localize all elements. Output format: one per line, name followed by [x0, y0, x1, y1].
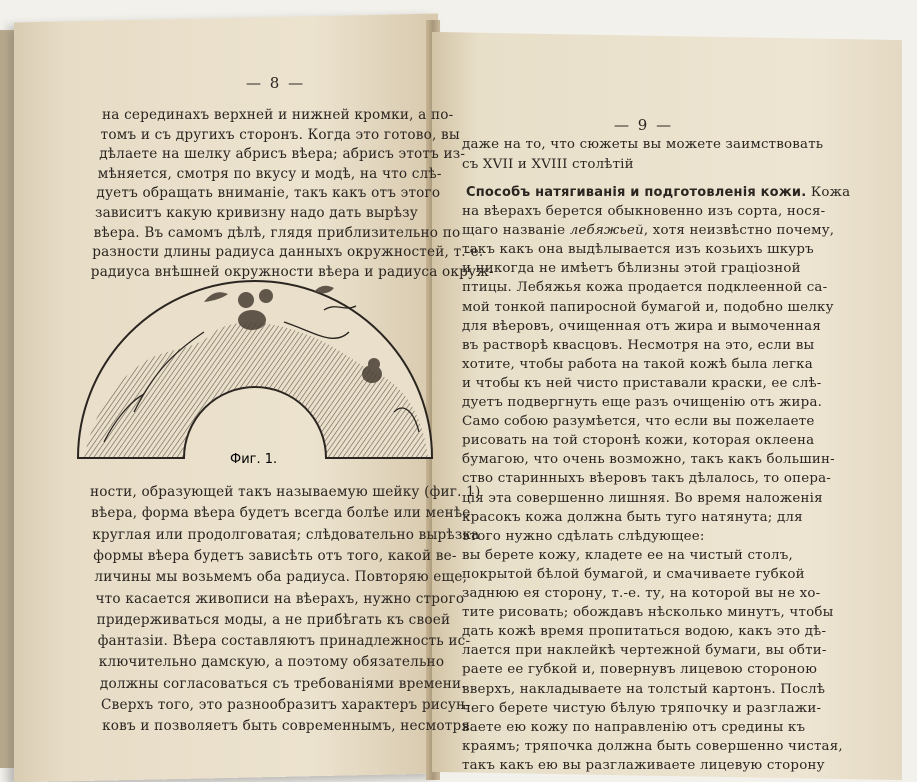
text-line: мѣняется, смотря по вкусу и модѣ, на что слѣ-	[97, 165, 442, 182]
text-line: Само собою разумѣется, что если вы пожелаете	[462, 414, 815, 430]
text-line: ковъ и позволяетъ быть современнымъ, несмотря	[102, 718, 471, 735]
text-line: такъ какъ она выдѣлывается изъ козьихъ шкуръ	[462, 242, 814, 258]
heading-continuation: Кожа	[810, 185, 851, 200]
text-line: дѣлаете на шелку абрисъ вѣера; абрисъ этотъ из-	[99, 146, 466, 163]
text-line: бумагою, что очень возможно, такъ какъ большин-	[462, 452, 835, 468]
text-line: птицы. Лебяжья кожа продается подклеенной са-	[462, 280, 828, 296]
text-line: на вѣерахъ берется обыкновенно изъ сорта, нося-	[462, 204, 826, 219]
text-line: фантазіи. Вѣера составляютъ принадлежность ис-	[97, 633, 471, 650]
text-line: краямъ; тряпочка должна быть совершенно чистая,	[462, 738, 843, 754]
text-line: вверхъ, накладываете на толстый картонъ. Послѣ	[462, 681, 826, 697]
section-heading: Способъ натягиванія и подготовленія кожи.	[466, 185, 807, 200]
text-line: Сверхъ того, это разнообразитъ характеръ рисун-	[101, 697, 471, 713]
figure-caption: Фиг. 1.	[230, 452, 278, 467]
text-line: дать кожѣ время пропитаться водою, какъ это дѣ-	[462, 624, 827, 640]
text-line: формы вѣера будетъ зависѣть отъ того, какой ве-	[93, 547, 457, 564]
text-line: мой тонкой папиросной бумагой и, подобно шелку	[462, 299, 834, 315]
text-line: этого нужно сдѣлать слѣдующее:	[462, 528, 705, 544]
text-line: для вѣеровъ, очищенная отъ жира и вымоченная	[462, 318, 821, 334]
section-heading-line	[466, 185, 850, 200]
text-line: ключительно дамскую, а поэтому обязательно	[98, 654, 445, 671]
text-line: чего берете чистую бѣлую тряпочку и разглажи-	[462, 700, 822, 716]
text-line: дуетъ обращать вниманіе, такъ какъ отъ этого	[96, 185, 441, 202]
text-line: зависитъ какую кривизну надо дать вырѣзу	[95, 205, 418, 221]
text-line: ности, образующей такъ называемую шейку (фиг. 1)	[90, 484, 481, 500]
text-line: рисовать на той сторонѣ кожи, которая оклеена	[462, 433, 815, 449]
text-line: разности длины радиуса данныхъ окружностей, т.-е.	[92, 244, 484, 261]
text-line: личины мы возьмемъ оба радиуса. Повторяю еще,	[94, 569, 468, 586]
left-page-number: — 8 —	[246, 74, 306, 92]
text-line: придерживаться моды, а не прибѣгать къ своей	[96, 611, 451, 628]
text-line: и никогда не имѣетъ бѣлизны этой граціозной	[462, 261, 801, 277]
text-line: съ XVII и XVIII столѣтій	[462, 157, 634, 172]
text-line: лается при наклейкѣ чертежной бумаги, вы обти-	[462, 643, 827, 659]
text-line: въ растворѣ квасцовъ. Несмотря на это, если вы	[462, 337, 815, 353]
text-line: даже на то, что сюжеты вы можете заимствовать	[462, 137, 824, 152]
text-line: щаго названіе лебяжьей, хотя неизвѣстно почему,	[462, 223, 835, 239]
text-line: покрытой бѣлой бумагой, и смачиваете губкой	[462, 566, 805, 582]
text-line: радиуса внѣшней окружности вѣера и радиуса окруж-	[90, 263, 494, 280]
text-line: должны согласоваться съ требованіями времени.	[99, 675, 466, 692]
text-line: хотите, чтобы работа на такой кожѣ была легка	[462, 356, 813, 372]
fan-illustration	[74, 262, 436, 462]
text-line: такъ какъ ею вы разглаживаете лицевую сторону	[462, 757, 825, 773]
text-line: вѣера. Въ самомъ дѣлѣ, глядя приблизительно по	[93, 224, 461, 241]
text-line: круглая или продолговатая; слѣдовательно вырѣзка	[92, 526, 480, 543]
italic-term: лебяжьей	[569, 223, 644, 239]
text-line: что касается живописи на вѣерахъ, нужно строго	[95, 590, 465, 607]
text-line: красокъ кожа должна быть туго натянута; для	[462, 509, 803, 525]
text-line: и чтобы къ ней чисто приставали краски, ее слѣ-	[462, 375, 822, 391]
text-line: томъ и съ другихъ сторонъ. Когда это готово, вы	[100, 126, 460, 143]
text-line: раете ее губкой и, повернувъ лицевою стороною	[462, 662, 818, 678]
text-line: ство старинныхъ вѣеровъ такъ дѣлалось, то опера-	[462, 471, 832, 487]
right-page-number: — 9 —	[614, 116, 674, 134]
text-line: вы берете кожу, кладете ее на чистый столъ,	[462, 547, 793, 563]
text-line: ція эта совершенно лишняя. Во время наложенія	[462, 490, 823, 506]
text-line: заднюю ея сторону, т.-е. ту, на которой вы не хо-	[462, 586, 821, 601]
text-line: дуетъ подвергнуть еще разъ очищенію отъ жира.	[462, 395, 823, 410]
text-line: ваете ею кожу по направленію отъ средины къ	[462, 719, 806, 735]
text-line: на серединахъ верхней и нижней кромки, а по-	[102, 107, 454, 123]
text-line: тите рисовать; обождавъ нѣсколько минутъ, чтобы	[462, 605, 834, 621]
text-line: вѣера, форма вѣера будетъ всегда болѣе или менѣе	[91, 505, 471, 522]
